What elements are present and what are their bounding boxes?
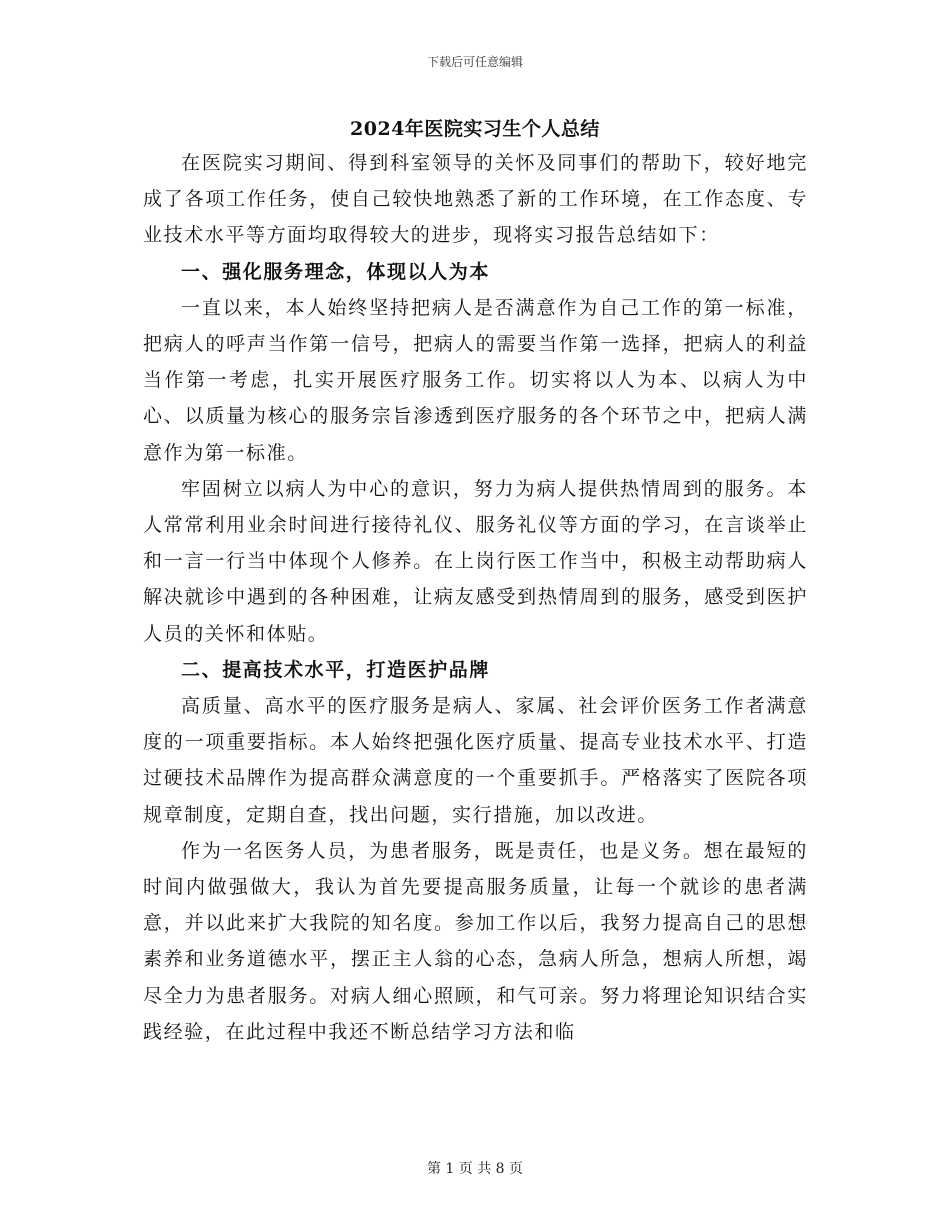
document-body [143, 145, 808, 1050]
page-footer: 第 1 页 共 8 页 [426, 1161, 524, 1177]
section2-paragraph-1: 高质量、高水平的医疗服务是病人、家属、社会评价医务工作者满意度的一项重要指标。本人始终把强化医疗质量、提高专业技术水平、打造过硬技术品牌作为提高群众满意度的一个重要抓手。严格落实了医院各项规章制度，定期自查，找出问题，实行措施，加以改进。 [143, 695, 808, 826]
section1-paragraph-1: 一直以来，本人始终坚持把病人是否满意作为自己工作的第一标准，把病人的呼声当作第一信号，把病人的需要当作第一选择，把病人的利益当作第一考虑，扎实开展医疗服务工作。切实将以人为本、以病人为中心、以质量为核心的服务宗旨渗透到医疗服务的各个环节之中，把病人满意作为第一标准。 [143, 296, 808, 464]
section1-heading: 一、强化服务理念，体现以人为本 [181, 260, 491, 283]
section2-heading: 二、提高技术水平，打造医护品牌 [181, 658, 491, 681]
document-title: 2024年医院实习生个人总结 [350, 118, 600, 140]
intro-paragraph: 在医院实习期间、得到科室领导的关怀及同事们的帮助下，较好地完成了各项工作任务，使自己较快地熟悉了新的工作环境，在工作态度、专业技术水平等方面均取得较大的进步，现将实习报告总结如下： [143, 152, 808, 247]
section1-paragraph-2: 牢固树立以病人为中心的意识，努力为病人提供热情周到的服务。本人常常利用业余时间进行接待礼仪、服务礼仪等方面的学习，在言谈举止和一言一行当中体现个人修养。在上岗行医工作当中，积极主动帮助病人解决就诊中遇到的各种困难，让病友感受到热情周到的服务，感受到医护人员的关怀和体贴。 [143, 477, 808, 645]
section2-paragraph-2: 作为一名医务人员，为患者服务，既是责任，也是义务。想在最短的时间内做强做大，我认为首先要提高服务质量，让每一个就诊的患者满意，并以此来扩大我院的知名度。参加工作以后，我努力提高自己的思想素养和业务道德水平，摆正主人翁的心态，急病人所急，想病人所想，竭尽全力为患者服务。对病人细心照顾，和气可亲。努力将理论知识结合实践经验，在此过程中我还不断总结学习方法和临 [143, 839, 808, 1043]
header-note: 下载后可任意编辑 [426, 55, 523, 69]
